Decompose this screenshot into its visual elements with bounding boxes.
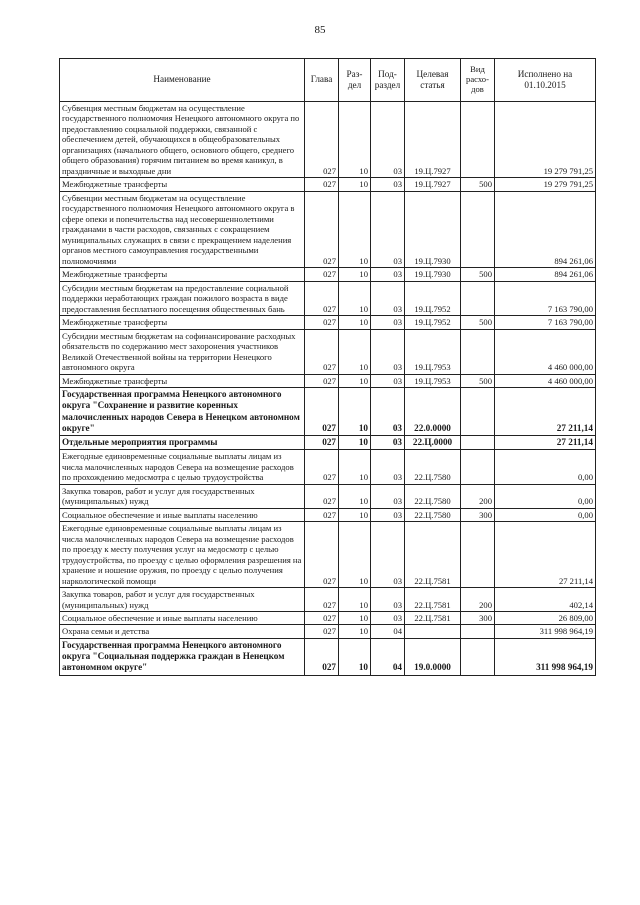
row-podrazdel-cell: 03 — [371, 435, 405, 449]
table-header-row — [60, 59, 596, 102]
row-podrazdel-cell: 03 — [371, 374, 405, 387]
table-row — [60, 178, 596, 191]
row-name-cell: Субвенция местным бюджетам на осуществление государственного полномочия Ненецкого автономного округа по предоставлению социальной поддержки, связанной с обеспечением детей, обучающихся в общеобразовательных организациях (начального общего, основного общего, среднего общего образования) горячим питанием во время каникул, в праздничные и выходные дни — [60, 102, 305, 178]
row-statya-cell: 19.Ц.7930 — [405, 191, 461, 267]
row-amount-cell: 19 279 791,25 — [495, 102, 596, 178]
row-name-cell: Межбюджетные трансферты — [60, 316, 305, 329]
table-row — [60, 450, 596, 484]
row-statya-cell: 22.Ц.7581 — [405, 611, 461, 624]
row-name-cell: Субвенции местным бюджетам на осуществление государственного полномочия Ненецкого автономного округа в сфере опеки и попечительства над несовершеннолетними гражданами в части расходов, связанных с сокращением муниципальных служащих в связи с прекращением наделения органов местного самоуправления государственными полномочиями — [60, 191, 305, 267]
row-statya-cell: 19.Ц.7952 — [405, 281, 461, 315]
row-podrazdel-cell: 03 — [371, 450, 405, 484]
row-vid-cell — [461, 625, 495, 638]
row-statya-cell: 19.0.0000 — [405, 638, 461, 675]
row-name-cell: Социальное обеспечение и иные выплаты населению — [60, 611, 305, 624]
row-amount-cell: 402,14 — [495, 588, 596, 612]
table-row — [60, 191, 596, 267]
row-razdel-cell: 10 — [339, 435, 371, 449]
row-razdel-cell: 10 — [339, 588, 371, 612]
row-podrazdel-cell: 03 — [371, 316, 405, 329]
row-razdel-cell: 10 — [339, 450, 371, 484]
row-glava-cell: 027 — [305, 191, 339, 267]
row-name-cell: Социальное обеспечение и иные выплаты населению — [60, 508, 305, 521]
row-statya-cell — [405, 625, 461, 638]
row-razdel-cell: 10 — [339, 611, 371, 624]
row-name-cell: Межбюджетные трансферты — [60, 268, 305, 281]
row-amount-cell: 4 460 000,00 — [495, 374, 596, 387]
row-glava-cell: 027 — [305, 450, 339, 484]
header-name: Наименование — [60, 59, 305, 102]
row-name-cell: Отдельные мероприятия программы — [60, 435, 305, 449]
table-row — [60, 388, 596, 436]
row-statya-cell: 19.Ц.7953 — [405, 374, 461, 387]
row-amount-cell: 26 809,00 — [495, 611, 596, 624]
row-name-cell: Закупка товаров, работ и услуг для государственных (муниципальных) нужд — [60, 484, 305, 508]
row-vid-cell: 500 — [461, 178, 495, 191]
row-amount-cell: 4 460 000,00 — [495, 329, 596, 374]
row-amount-cell: 7 163 790,00 — [495, 281, 596, 315]
row-statya-cell: 19.Ц.7927 — [405, 178, 461, 191]
header-ispolneno: Исполнено на 01.10.2015 — [495, 59, 596, 102]
row-razdel-cell: 10 — [339, 102, 371, 178]
row-statya-cell: 22.Ц.7580 — [405, 484, 461, 508]
row-vid-cell — [461, 191, 495, 267]
row-amount-cell: 311 998 964,19 — [495, 638, 596, 675]
row-razdel-cell: 10 — [339, 388, 371, 436]
row-name-cell: Субсидии местным бюджетам на софинансирование расходных обязательств по содержанию мест захоронения участников Великой Отечественной войны на территории Ненецкого автономного округа — [60, 329, 305, 374]
header-podrazdel: Под- раздел — [371, 59, 405, 102]
row-vid-cell: 500 — [461, 316, 495, 329]
row-vid-cell: 500 — [461, 374, 495, 387]
row-glava-cell: 027 — [305, 102, 339, 178]
row-glava-cell: 027 — [305, 388, 339, 436]
row-glava-cell: 027 — [305, 611, 339, 624]
row-statya-cell: 19.Ц.7953 — [405, 329, 461, 374]
row-podrazdel-cell: 04 — [371, 625, 405, 638]
header-statya: Целевая статья — [405, 59, 461, 102]
table-row — [60, 522, 596, 588]
row-vid-cell — [461, 638, 495, 675]
page-number: 85 — [314, 24, 326, 36]
table-row — [60, 268, 596, 281]
row-razdel-cell: 10 — [339, 281, 371, 315]
row-razdel-cell: 10 — [339, 329, 371, 374]
header-vid: Вид расхо- дов — [461, 59, 495, 102]
row-glava-cell: 027 — [305, 435, 339, 449]
row-vid-cell — [461, 388, 495, 436]
row-statya-cell: 22.Ц.7580 — [405, 450, 461, 484]
row-amount-cell: 0,00 — [495, 484, 596, 508]
row-podrazdel-cell: 03 — [371, 178, 405, 191]
row-glava-cell: 027 — [305, 374, 339, 387]
row-vid-cell: 200 — [461, 484, 495, 508]
row-podrazdel-cell: 03 — [371, 191, 405, 267]
row-statya-cell: 22.Ц.7581 — [405, 522, 461, 588]
row-razdel-cell: 10 — [339, 178, 371, 191]
row-statya-cell: 22.0.0000 — [405, 388, 461, 436]
row-podrazdel-cell: 03 — [371, 484, 405, 508]
table-row — [60, 281, 596, 315]
row-razdel-cell: 10 — [339, 638, 371, 675]
row-glava-cell: 027 — [305, 316, 339, 329]
row-statya-cell: 22.Ц.0000 — [405, 435, 461, 449]
row-name-cell: Ежегодные единовременные социальные выплаты лицам из числа малочисленных народов Севера на возмещение расходов по прохождению медосмотра с целью трудоустройства — [60, 450, 305, 484]
row-amount-cell: 311 998 964,19 — [495, 625, 596, 638]
row-vid-cell — [461, 329, 495, 374]
row-glava-cell: 027 — [305, 625, 339, 638]
row-glava-cell: 027 — [305, 638, 339, 675]
table-row — [60, 625, 596, 638]
row-glava-cell: 027 — [305, 508, 339, 521]
row-name-cell: Закупка товаров, работ и услуг для государственных (муниципальных) нужд — [60, 588, 305, 612]
row-podrazdel-cell: 03 — [371, 508, 405, 521]
row-podrazdel-cell: 03 — [371, 102, 405, 178]
row-statya-cell: 22.Ц.7581 — [405, 588, 461, 612]
row-amount-cell: 894 261,06 — [495, 268, 596, 281]
row-name-cell: Государственная программа Ненецкого автономного округа "Социальная поддержка граждан в Ненецком автономном округе" — [60, 638, 305, 675]
row-podrazdel-cell: 03 — [371, 611, 405, 624]
row-podrazdel-cell: 04 — [371, 638, 405, 675]
row-razdel-cell: 10 — [339, 508, 371, 521]
row-podrazdel-cell: 03 — [371, 329, 405, 374]
row-amount-cell: 27 211,14 — [495, 435, 596, 449]
row-podrazdel-cell: 03 — [371, 268, 405, 281]
row-statya-cell: 22.Ц.7580 — [405, 508, 461, 521]
row-statya-cell: 19.Ц.7930 — [405, 268, 461, 281]
table-row — [60, 611, 596, 624]
row-razdel-cell: 10 — [339, 191, 371, 267]
row-glava-cell: 027 — [305, 329, 339, 374]
row-podrazdel-cell: 03 — [371, 388, 405, 436]
row-name-cell: Государственная программа Ненецкого автономного округа "Сохранение и развитие коренных малочисленных народов Севера в Ненецком автономном округе" — [60, 388, 305, 436]
table-row — [60, 374, 596, 387]
row-glava-cell: 027 — [305, 484, 339, 508]
row-name-cell: Охрана семьи и детства — [60, 625, 305, 638]
table-row — [60, 102, 596, 178]
table-row — [60, 638, 596, 675]
row-razdel-cell: 10 — [339, 484, 371, 508]
header-glava: Глава — [305, 59, 339, 102]
row-razdel-cell: 10 — [339, 268, 371, 281]
row-glava-cell: 027 — [305, 268, 339, 281]
row-amount-cell: 7 163 790,00 — [495, 316, 596, 329]
row-glava-cell: 027 — [305, 281, 339, 315]
row-amount-cell: 19 279 791,25 — [495, 178, 596, 191]
row-statya-cell: 19.Ц.7952 — [405, 316, 461, 329]
row-glava-cell: 027 — [305, 178, 339, 191]
row-podrazdel-cell: 03 — [371, 588, 405, 612]
table-row — [60, 435, 596, 449]
row-name-cell: Межбюджетные трансферты — [60, 178, 305, 191]
row-podrazdel-cell: 03 — [371, 281, 405, 315]
budget-table — [59, 58, 596, 676]
row-razdel-cell: 10 — [339, 374, 371, 387]
row-name-cell: Межбюджетные трансферты — [60, 374, 305, 387]
table-row — [60, 316, 596, 329]
table-row — [60, 329, 596, 374]
row-razdel-cell: 10 — [339, 316, 371, 329]
table-row — [60, 508, 596, 521]
row-vid-cell: 200 — [461, 588, 495, 612]
row-amount-cell: 27 211,14 — [495, 522, 596, 588]
row-vid-cell: 500 — [461, 268, 495, 281]
row-vid-cell: 300 — [461, 508, 495, 521]
row-podrazdel-cell: 03 — [371, 522, 405, 588]
row-amount-cell: 27 211,14 — [495, 388, 596, 436]
row-glava-cell: 027 — [305, 588, 339, 612]
row-vid-cell — [461, 450, 495, 484]
row-amount-cell: 894 261,06 — [495, 191, 596, 267]
row-vid-cell — [461, 435, 495, 449]
row-razdel-cell: 10 — [339, 625, 371, 638]
row-razdel-cell: 10 — [339, 522, 371, 588]
row-name-cell: Ежегодные единовременные социальные выплаты лицам из числа малочисленных народов Севера на возмещение расходов по проезду к месту получения услуг на медосмотр с целью трудоустройства, по проезду с целью оформления разрешения на хранение и ношение оружия, по проезду с целью получения наркологической помощи — [60, 522, 305, 588]
table-row — [60, 484, 596, 508]
row-statya-cell: 19.Ц.7927 — [405, 102, 461, 178]
header-razdel: Раз- дел — [339, 59, 371, 102]
row-vid-cell — [461, 522, 495, 588]
row-vid-cell: 300 — [461, 611, 495, 624]
row-name-cell: Субсидии местным бюджетам на предоставление социальной поддержки неработающих граждан пожилого возраста в виде предоставления бесплатного посещения общественных бань — [60, 281, 305, 315]
row-vid-cell — [461, 281, 495, 315]
row-amount-cell: 0,00 — [495, 450, 596, 484]
table-row — [60, 588, 596, 612]
row-glava-cell: 027 — [305, 522, 339, 588]
row-amount-cell: 0,00 — [495, 508, 596, 521]
row-vid-cell — [461, 102, 495, 178]
